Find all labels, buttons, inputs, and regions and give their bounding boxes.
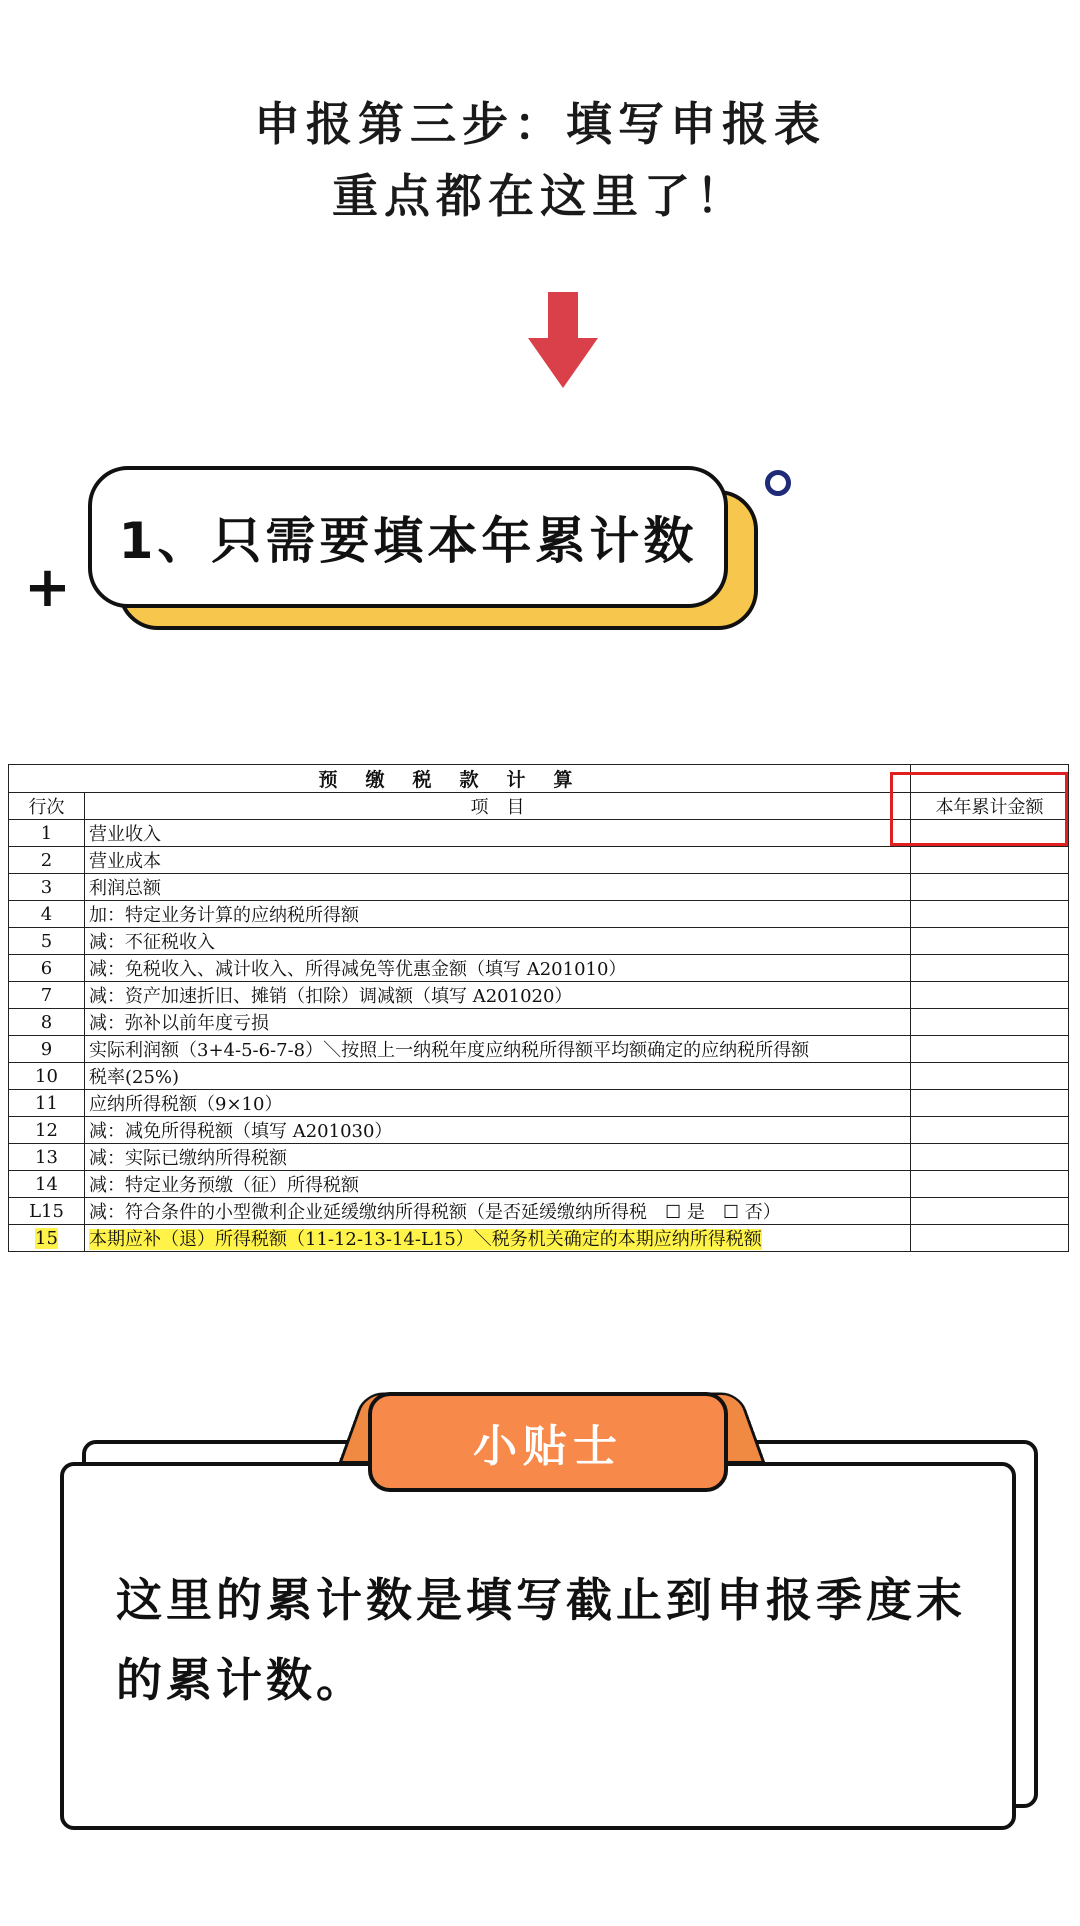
table-row <box>9 982 1069 1009</box>
row-item: 减：特定业务预缴（征）所得税额 <box>85 1171 911 1198</box>
row-number: 2 <box>9 847 85 874</box>
row-amount-cell[interactable] <box>911 1198 1069 1225</box>
header-row-no: 行次 <box>9 793 85 820</box>
row-number: 11 <box>9 1090 85 1117</box>
table-row <box>9 1144 1069 1171</box>
table-row <box>9 847 1069 874</box>
row-amount-cell[interactable] <box>911 1009 1069 1036</box>
row-number: 4 <box>9 901 85 928</box>
row-number: 5 <box>9 928 85 955</box>
table-row <box>9 1225 1069 1252</box>
row-item: 减：不征税收入 <box>85 928 911 955</box>
tips-title-label: 小贴士 <box>473 1421 623 1472</box>
table-row <box>9 1171 1069 1198</box>
row-item: 减：减免所得税额（填写 A201030） <box>85 1117 911 1144</box>
heading-line-2: 重点都在这里了！ <box>332 169 748 223</box>
row-amount-cell[interactable] <box>911 847 1069 874</box>
row-amount-cell[interactable] <box>911 1144 1069 1171</box>
row-amount-cell[interactable] <box>911 874 1069 901</box>
circle-icon <box>765 470 791 496</box>
row-number: 3 <box>9 874 85 901</box>
row-amount-cell[interactable] <box>911 901 1069 928</box>
tips-title <box>368 1392 728 1492</box>
row-number: L15 <box>9 1198 85 1225</box>
table-row <box>9 1117 1069 1144</box>
row-item: 减：资产加速折旧、摊销（扣除）调减额（填写 A201020） <box>85 982 911 1009</box>
row-item: 营业收入 <box>85 820 911 847</box>
row-number: 15 <box>9 1225 85 1252</box>
highlight-box <box>890 772 1068 846</box>
row-item: 本期应补（退）所得税额（11-12-13-14-L15）＼税务机关确定的本期应纳所得税额 <box>85 1225 911 1252</box>
row-item: 减：弥补以前年度亏损 <box>85 1009 911 1036</box>
row-number: 10 <box>9 1063 85 1090</box>
header-item: 项 目 <box>85 793 911 820</box>
row-item: 应纳所得税额（9×10） <box>85 1090 911 1117</box>
row-item: 营业成本 <box>85 847 911 874</box>
row-item: 减：免税收入、减计收入、所得减免等优惠金额（填写 A201010） <box>85 955 911 982</box>
row-number: 7 <box>9 982 85 1009</box>
row-number: 1 <box>9 820 85 847</box>
row-item: 加：特定业务计算的应纳税所得额 <box>85 901 911 928</box>
step-badge <box>88 466 728 608</box>
step-badge-label: 1、只需要填本年累计数 <box>118 512 698 570</box>
row-number: 14 <box>9 1171 85 1198</box>
heading-line-1: 申报第三步：填写申报表 <box>254 97 826 151</box>
plus-icon: + <box>24 555 71 620</box>
header-amount: 本年累计金额 <box>911 793 1069 820</box>
row-number: 6 <box>9 955 85 982</box>
down-arrow-icon <box>528 292 598 392</box>
row-amount-cell[interactable] <box>911 1225 1069 1252</box>
row-number: 12 <box>9 1117 85 1144</box>
table-crop-edge <box>0 1262 1080 1286</box>
table-row <box>9 1063 1069 1090</box>
table-row <box>9 1009 1069 1036</box>
table-caption: 预缴税款计算 <box>9 765 911 793</box>
row-amount-cell[interactable] <box>911 1117 1069 1144</box>
row-number: 9 <box>9 1036 85 1063</box>
row-amount-cell[interactable] <box>911 928 1069 955</box>
table-row <box>9 928 1069 955</box>
table-row <box>9 901 1069 928</box>
row-item: 税率(25%) <box>85 1063 911 1090</box>
row-item: 实际利润额（3+4-5-6-7-8）＼按照上一纳税年度应纳税所得额平均额确定的应纳税所得额 <box>85 1036 911 1063</box>
row-number: 13 <box>9 1144 85 1171</box>
row-number: 8 <box>9 1009 85 1036</box>
row-amount-cell[interactable] <box>911 1036 1069 1063</box>
table-row <box>9 1090 1069 1117</box>
table-row <box>9 1036 1069 1063</box>
tips-text: 这里的累计数是填写截止到申报季度末的累计数。 <box>116 1573 966 1707</box>
row-item: 利润总额 <box>85 874 911 901</box>
table-row <box>9 955 1069 982</box>
row-item: 减：符合条件的小型微利企业延缓缴纳所得税额（是否延缓缴纳所得税 ☐ 是 ☐ 否） <box>85 1198 911 1225</box>
row-amount-cell[interactable] <box>911 1171 1069 1198</box>
row-amount-cell[interactable] <box>911 1063 1069 1090</box>
row-amount-cell[interactable] <box>911 982 1069 1009</box>
table-row <box>9 874 1069 901</box>
table-row <box>9 1198 1069 1225</box>
row-amount-cell[interactable] <box>911 955 1069 982</box>
row-amount-cell[interactable] <box>911 1090 1069 1117</box>
row-item: 减：实际已缴纳所得税额 <box>85 1144 911 1171</box>
